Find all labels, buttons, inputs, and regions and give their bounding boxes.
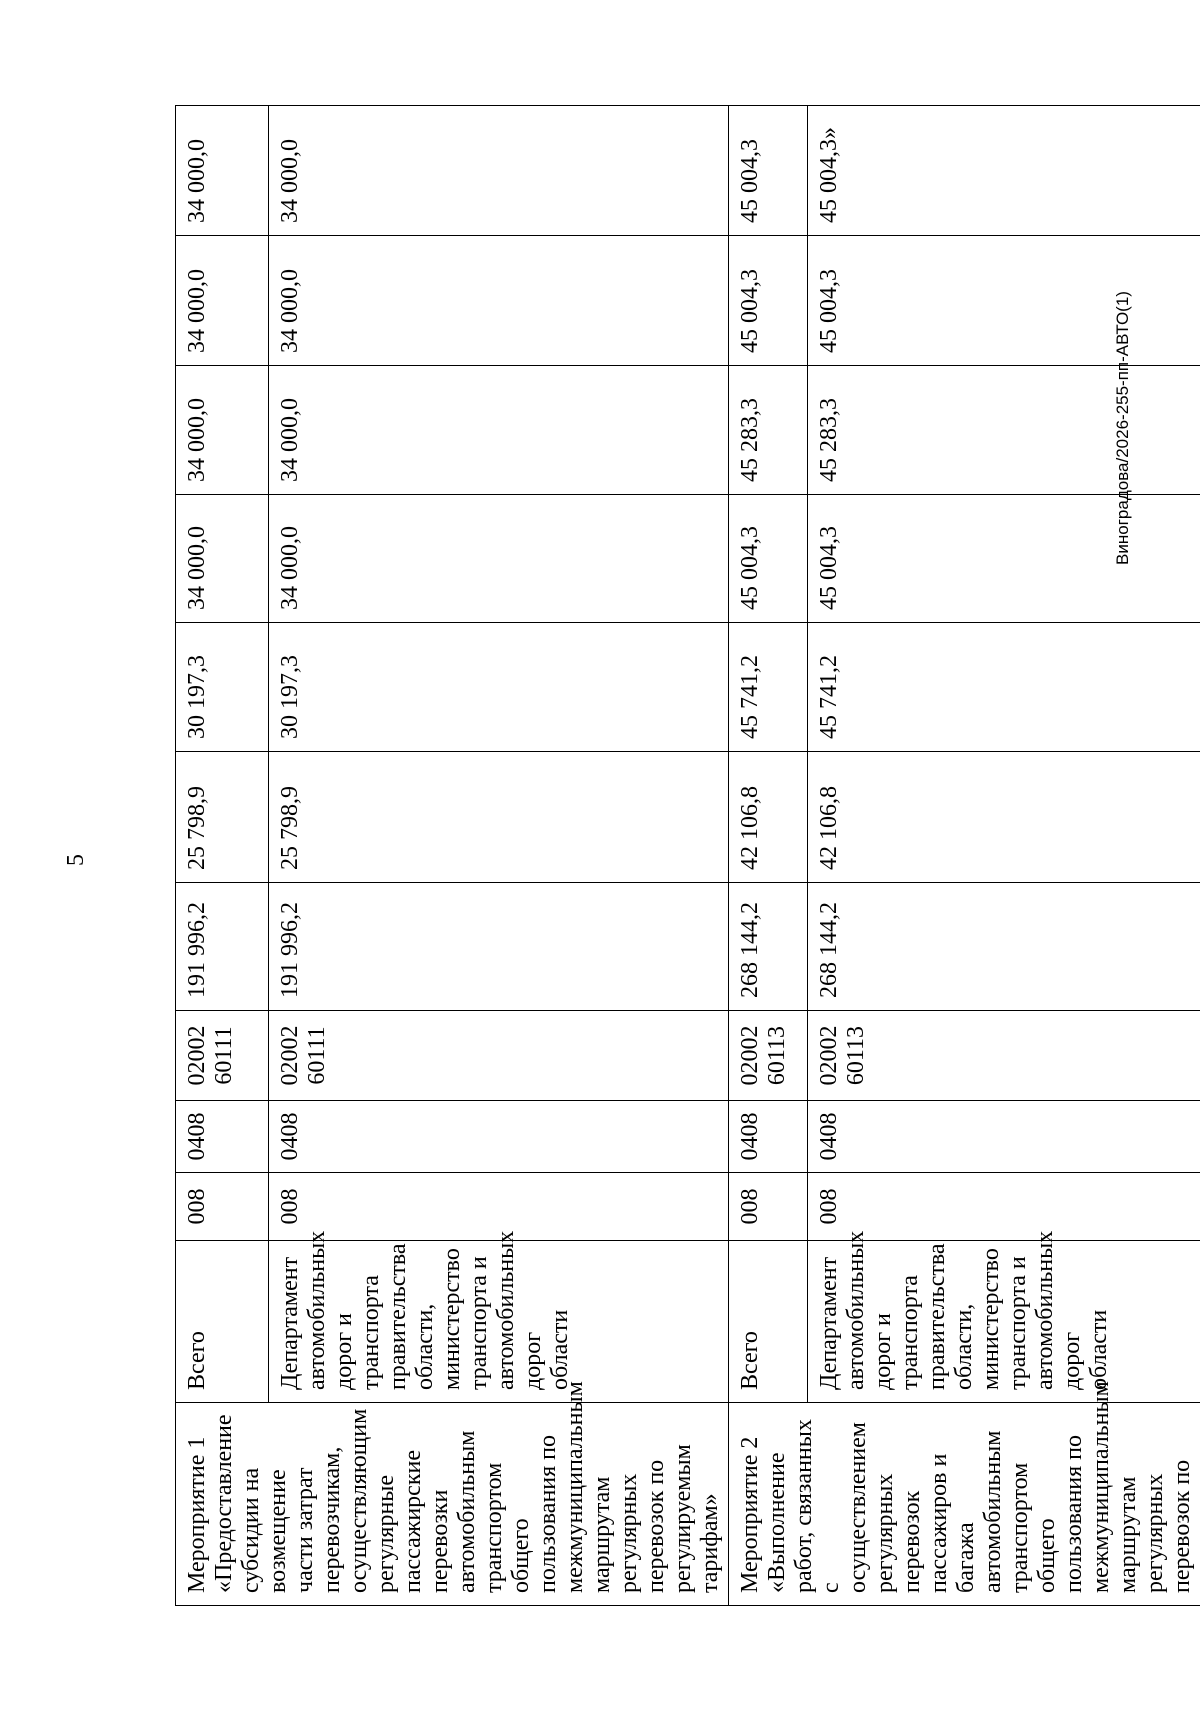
document-id: Виноградова/2026-255-пп-АВТО(1) (1113, 291, 1132, 565)
table-row (268, 106, 728, 1606)
grbs-cell: 008 (176, 1173, 269, 1241)
value-cell: 25 798,9 (176, 752, 269, 883)
table-row (729, 106, 808, 1606)
measure-name-cell: Мероприятие 2 «Выполнение работ, связанных с осуществлением регулярных перевозок пассажиров и багажа автомобильным транспортом общего пользования по межмуниципальным маршрутам регулярных перевозок по (729, 1403, 1200, 1606)
grbs-cell: 008 (808, 1173, 1200, 1241)
value-cell: 42 106,8 (808, 752, 1200, 883)
executor-cell: Всего (729, 1241, 808, 1403)
value-cell: 34 000,0 (176, 236, 269, 366)
table-row (176, 106, 269, 1606)
csr-cell: 02002 60111 (268, 1011, 728, 1101)
value-cell: 45 004,3» (808, 106, 1200, 236)
value-cell: 45 004,3 (808, 495, 1200, 623)
value-cell: 191 996,2 (268, 883, 728, 1011)
value-cell: 30 197,3 (268, 623, 728, 752)
table-row (808, 106, 1200, 1606)
value-cell: 34 000,0 (176, 366, 269, 495)
executor-cell: Департамент автомобильных дорог и транспорта правительства области, министерство транспорта и автомобильных дорог области (268, 1241, 728, 1403)
value-cell: 34 000,0 (176, 106, 269, 236)
value-cell: 268 144,2 (729, 883, 808, 1011)
grbs-cell: 008 (729, 1173, 808, 1241)
value-cell: 30 197,3 (176, 623, 269, 752)
measure-name-cell: Мероприятие 1 «Предоставление субсидии на возмещение части затрат перевозчикам, осуществляющим регулярные пассажирские перевозки автомобильным транспортом общего пользования по межмуниципальным маршрутам регулярных перевозок по регулируемым тарифам» (176, 1403, 729, 1606)
csr-cell: 02002 60113 (808, 1011, 1200, 1101)
value-cell: 34 000,0 (268, 236, 728, 366)
value-cell: 45 741,2 (808, 623, 1200, 752)
page-number: 5 (63, 854, 89, 866)
rzpr-cell: 0408 (808, 1101, 1200, 1173)
budget-table (175, 105, 1200, 1606)
value-cell: 191 996,2 (176, 883, 269, 1011)
value-cell: 268 144,2 (808, 883, 1200, 1011)
value-cell: 45 283,3 (729, 366, 808, 495)
rzpr-cell: 0408 (268, 1101, 728, 1173)
value-cell: 25 798,9 (268, 752, 728, 883)
executor-cell: Департамент автомобильных дорог и транспорта правительства области, министерство транспорта и автомобильных дорог области (808, 1241, 1200, 1403)
value-cell: 45 004,3 (729, 236, 808, 366)
value-cell: 45 004,3 (729, 495, 808, 623)
value-cell: 45 741,2 (729, 623, 808, 752)
value-cell: 45 283,3 (808, 366, 1200, 495)
csr-cell: 02002 60113 (729, 1011, 808, 1101)
csr-cell: 02002 60111 (176, 1011, 269, 1101)
value-cell: 42 106,8 (729, 752, 808, 883)
rzpr-cell: 0408 (729, 1101, 808, 1173)
value-cell: 45 004,3 (729, 106, 808, 236)
value-cell: 34 000,0 (268, 366, 728, 495)
value-cell: 34 000,0 (268, 495, 728, 623)
grbs-cell: 008 (268, 1173, 728, 1241)
rzpr-cell: 0408 (176, 1101, 269, 1173)
value-cell: 34 000,0 (176, 495, 269, 623)
value-cell: 34 000,0 (268, 106, 728, 236)
value-cell: 45 004,3 (808, 236, 1200, 366)
executor-cell: Всего (176, 1241, 269, 1403)
